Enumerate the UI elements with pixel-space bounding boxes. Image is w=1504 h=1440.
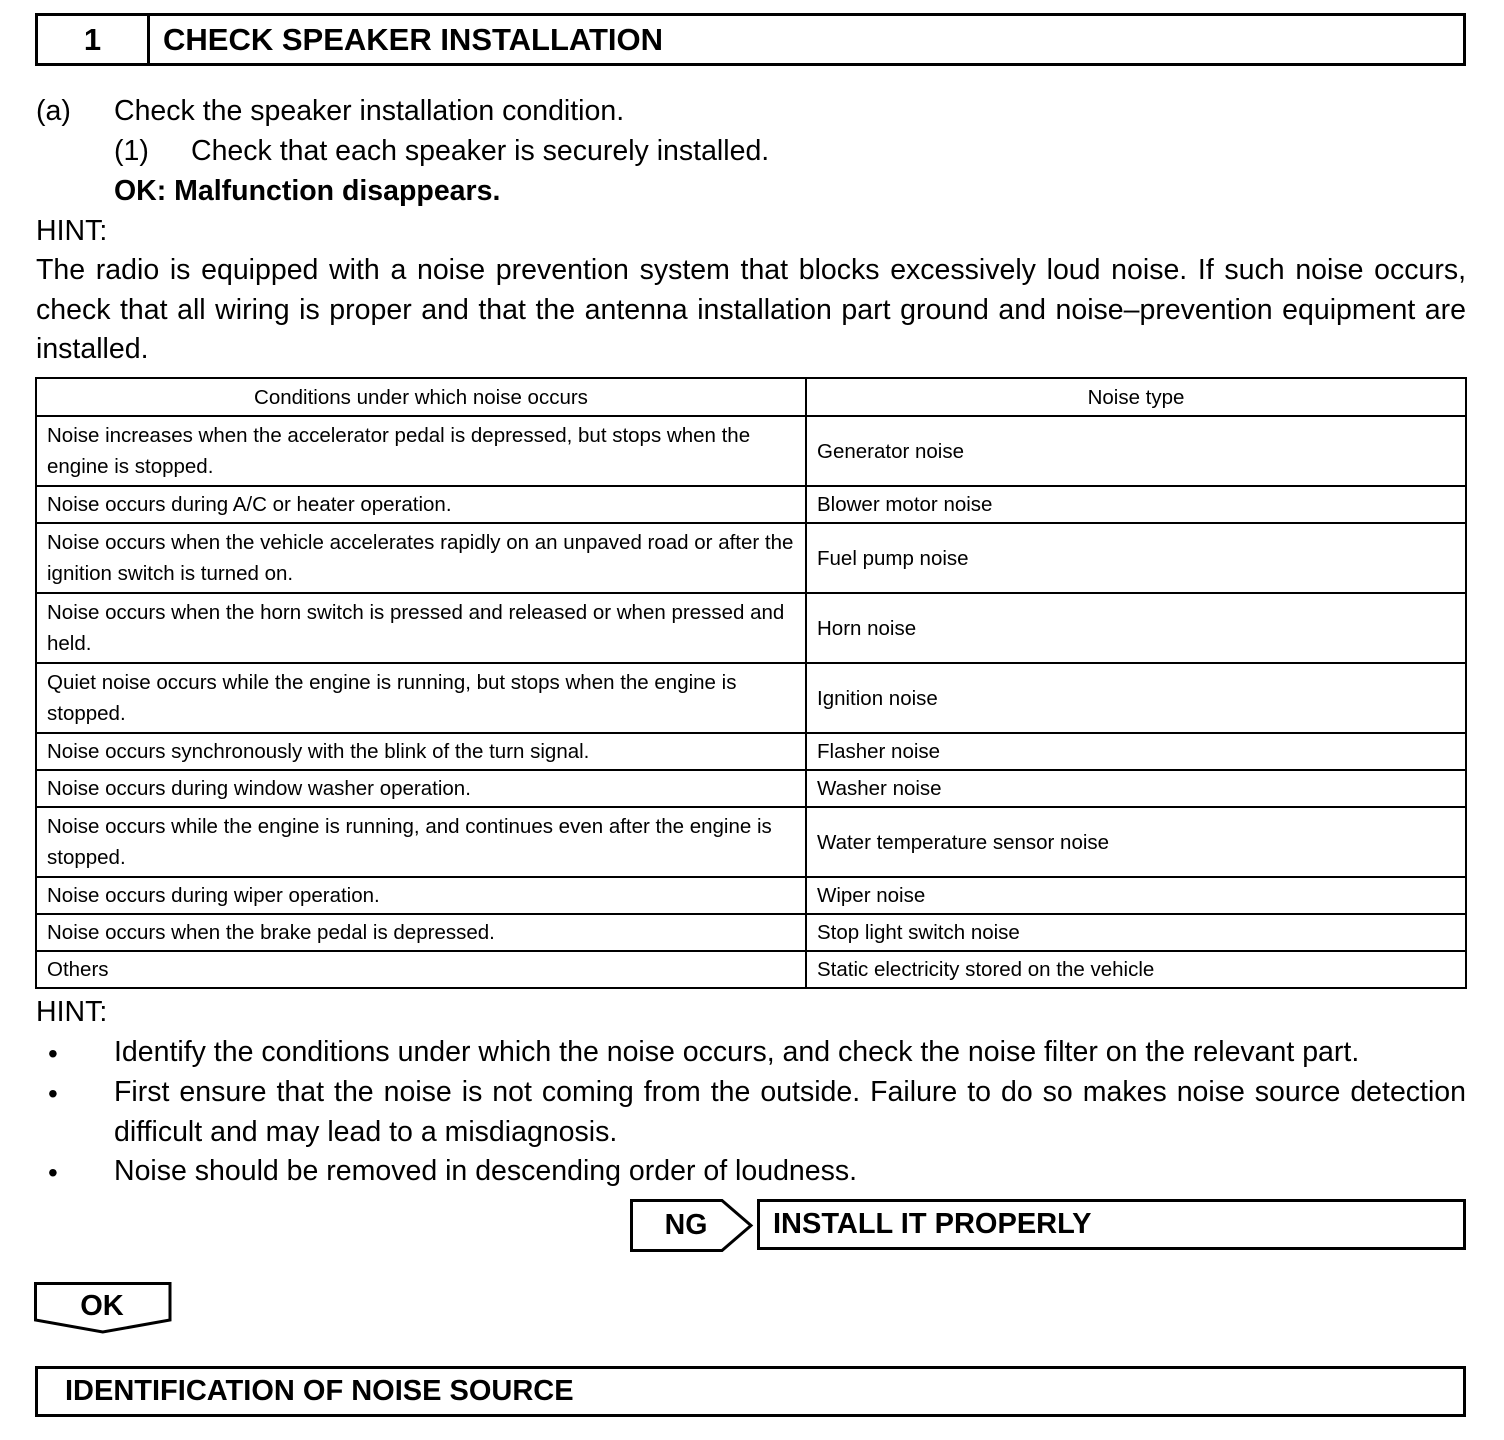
step-title: CHECK SPEAKER INSTALLATION (163, 21, 664, 57)
hint-bullet-2: First ensure that the noise is not coming from the outside. Failure to do so makes noise source detection difficult and may lead to a misdiagnosis. (114, 1076, 1466, 1148)
table-row (36, 951, 1466, 988)
instruction-sub-marker: (1) (114, 135, 149, 167)
table-row (36, 486, 1466, 523)
table-cell-noise-type: Wiper noise (806, 877, 1466, 914)
next-step-box: IDENTIFICATION OF NOISE SOURCE (35, 1366, 1466, 1417)
table-cell-condition: Noise occurs during window washer operation. (36, 770, 806, 807)
hint-bullet-3: Noise should be removed in descending order of loudness. (114, 1155, 858, 1187)
table-cell-noise-type: Water temperature sensor noise (806, 807, 1466, 877)
instruction-sub-text: Check that each speaker is securely installed. (191, 135, 770, 167)
ng-result-box: INSTALL IT PROPERLY (757, 1199, 1466, 1250)
hint-label-2: HINT: (36, 996, 108, 1028)
table-cell-noise-type: Generator noise (806, 416, 1466, 486)
noise-table (35, 377, 1467, 989)
hint-bullet-1: Identify the conditions under which the noise occurs, and check the noise filter on the relevant part. (114, 1036, 1360, 1068)
hint-label-1: HINT: (36, 215, 108, 247)
table-cell-condition: Noise occurs while the engine is running, and continues even after the engine is stopped. (36, 807, 806, 877)
table-cell-noise-type: Blower motor noise (806, 486, 1466, 523)
table-row (36, 523, 1466, 593)
table-cell-noise-type: Washer noise (806, 770, 1466, 807)
table-cell-noise-type: Stop light switch noise (806, 914, 1466, 951)
step-number: 1 (38, 16, 150, 63)
table-cell-condition: Noise occurs when the vehicle accelerates rapidly on an unpaved road or after the ignition switch is turned on. (36, 523, 806, 593)
instruction-a-text: Check the speaker installation condition. (114, 95, 625, 127)
table-cell-condition: Noise occurs during wiper operation. (36, 877, 806, 914)
bullet-icon: • (48, 1038, 58, 1069)
table-cell-condition: Noise occurs synchronously with the blink of the turn signal. (36, 733, 806, 770)
table-row (36, 733, 1466, 770)
table-row (36, 593, 1466, 663)
step-header (35, 13, 1466, 66)
hint-paragraph: The radio is equipped with a noise prevention system that blocks excessively loud noise. If such noise occurs, check that all wiring is proper and that the antenna installation part ground and noise–prevention equipment are installed. (36, 254, 1466, 365)
table-cell-condition: Noise occurs during A/C or heater operation. (36, 486, 806, 523)
table-header-conditions: Conditions under which noise occurs (36, 378, 806, 416)
table-cell-noise-type: Static electricity stored on the vehicle (806, 951, 1466, 988)
table-cell-noise-type: Flasher noise (806, 733, 1466, 770)
ng-label: NG (664, 1208, 708, 1241)
table-header-row (36, 378, 1466, 416)
bullet-icon: • (48, 1078, 58, 1109)
table-row (36, 807, 1466, 877)
table-cell-noise-type: Ignition noise (806, 663, 1466, 733)
table-header-noise-type: Noise type (806, 378, 1466, 416)
ok-label: OK (80, 1289, 124, 1322)
table-cell-noise-type: Fuel pump noise (806, 523, 1466, 593)
table-row (36, 914, 1466, 951)
table-row (36, 877, 1466, 914)
table-row (36, 663, 1466, 733)
table-cell-condition: Noise occurs when the brake pedal is depressed. (36, 914, 806, 951)
table-cell-condition: Others (36, 951, 806, 988)
instruction-a-marker: (a) (36, 95, 71, 127)
ok-result-text: OK: Malfunction disappears. (114, 175, 501, 207)
table-row (36, 770, 1466, 807)
bullet-icon: • (48, 1157, 58, 1188)
table-cell-condition: Noise increases when the accelerator pedal is depressed, but stops when the engine is stopped. (36, 416, 806, 486)
table-cell-condition: Quiet noise occurs while the engine is running, but stops when the engine is stopped. (36, 663, 806, 733)
table-cell-noise-type: Horn noise (806, 593, 1466, 663)
table-cell-condition: Noise occurs when the horn switch is pressed and released or when pressed and held. (36, 593, 806, 663)
table-row (36, 416, 1466, 486)
